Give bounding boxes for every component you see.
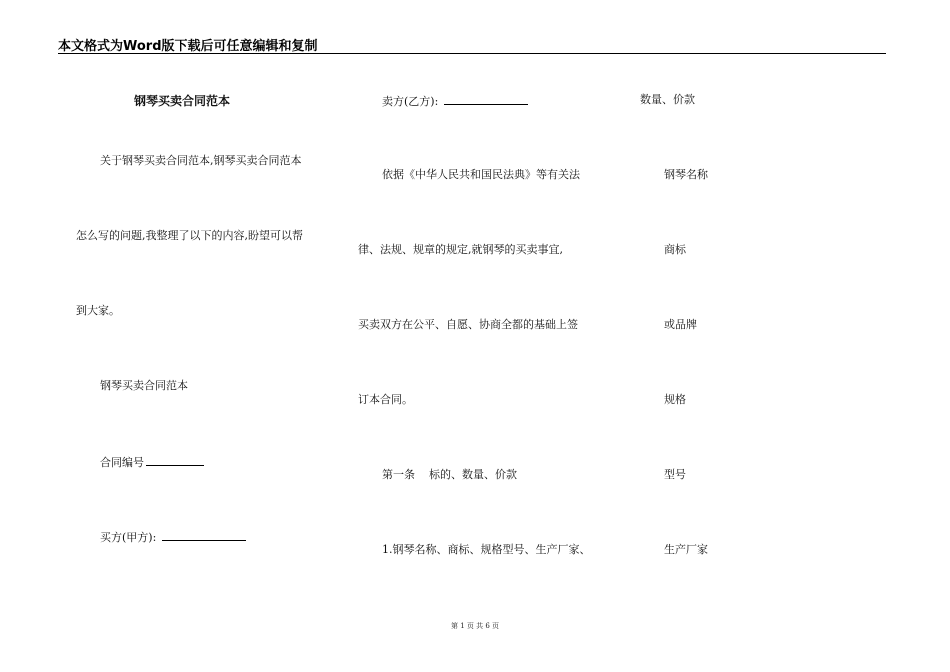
seller-blank [444,93,528,105]
buyer-label: 买方(甲方): [100,531,157,544]
article-one-item-1: 1.钢琴名称、商标、规格型号、生产厂家、 [382,543,591,556]
contract-number-row [100,454,204,470]
buyer-row [100,529,246,545]
right-item-trademark: 商标 [664,243,686,256]
right-item-brand: 或品牌 [664,318,697,331]
intro-paragraph-line-2: 怎么写的问题,我整理了以下的内容,盼望可以帮 [76,229,303,242]
seller-label: 卖方(乙方): [382,95,439,108]
right-item-piano-name: 钢琴名称 [664,168,708,181]
right-item-specification: 规格 [664,393,686,406]
page-indicator: 第 1 页 共 6 页 [450,622,500,630]
seller-row [382,93,528,109]
basis-paragraph-line-1: 依据《中华人民共和国民法典》等有关法 [382,168,580,181]
right-item-model: 型号 [664,468,686,481]
document-header-title: 本文格式为Word版下载后可任意编辑和复制 [58,39,318,54]
right-item-manufacturer: 生产厂家 [664,543,708,556]
contract-subtitle: 钢琴买卖合同范本 [100,379,188,392]
buyer-blank [162,529,246,541]
intro-paragraph-line-1: 关于钢琴买卖合同范本,钢琴买卖合同范本 [100,154,302,167]
right-item-quantity-price: 数量、价款 [640,93,695,106]
article-one-heading [382,468,517,482]
document-heading: 钢琴买卖合同范本 [134,94,231,108]
contract-number-blank [146,454,204,466]
basis-paragraph-line-2: 律、法规、规章的规定,就钢琴的买卖事宜, [358,243,563,256]
contract-number-label: 合同编号 [100,456,144,469]
basis-paragraph-line-3: 买卖双方在公平、自愿、协商全都的基础上签 [358,318,578,331]
article-one-title: 标的、数量、价款 [429,468,517,481]
header-divider [58,53,886,54]
basis-paragraph-line-4: 订本合同。 [358,393,413,406]
intro-paragraph-line-3: 到大家。 [76,304,120,317]
article-one-number: 第一条 [382,468,415,481]
